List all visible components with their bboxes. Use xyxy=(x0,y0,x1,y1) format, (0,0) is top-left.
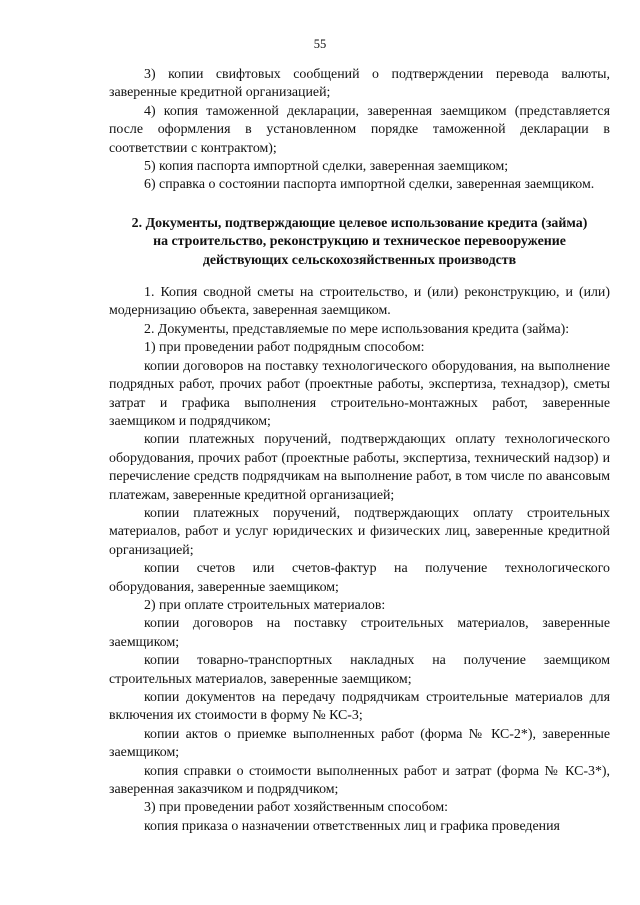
paragraph: копии документов на передачу подрядчикам строительные материалов для включения их стоимости в форму № КС-3; xyxy=(109,690,610,724)
paragraph: копии договоров на поставку технологического оборудования, на выполнение подрядных работ, прочих работ (проектные работы, экспертиза, технадзор), сметы затрат и графика выполнения строительно-монтажных работ, заверенные заемщиком и подрядчиком; xyxy=(109,358,610,429)
paragraph: копии товарно-транспортных накладных на получение заемщиком строительных материалов, заверенные заемщиком; xyxy=(109,653,610,687)
document-body xyxy=(109,66,610,836)
paragraph: 3) копии свифтовых сообщений о подтверждении перевода валюты, заверенные кредитной организацией; xyxy=(109,67,610,101)
paragraph: копии счетов или счетов-фактур на получение технологического оборудования, заверенные заемщиком; xyxy=(109,561,610,595)
paragraph: копии платежных поручений, подтверждающих оплату технологического оборудования, прочих работ (проектные работы, экспертиза, технический надзор) и перечисление средств подрядчикам на выполнение работ, в том числе по авансовым платежам, заверенные кредитной организацией; xyxy=(109,432,610,503)
section-heading-line: на строительство, реконструкцию и техническое перевооружение xyxy=(153,234,566,250)
section-heading xyxy=(109,215,610,270)
paragraph: копии платежных поручений, подтверждающих оплату строительных материалов, работ и услуг юридических и физических лиц, заверенные кредитной организацией; xyxy=(109,505,610,558)
paragraph: 5) копия паспорта импортной сделки, заверенная заемщиком; xyxy=(144,159,509,175)
paragraph: 3) при проведении работ хозяйственным способом: xyxy=(144,800,449,816)
import-documents-list xyxy=(109,66,610,195)
paragraph: 1) при проведении работ подрядным способом: xyxy=(144,340,425,356)
paragraph: копия справки о стоимости выполненных работ и затрат (форма № КС-3*), заверенная заказчиком и подрядчиком; xyxy=(109,763,610,798)
paragraph: 6) справка о состоянии паспорта импортной сделки, заверенная заемщиком. xyxy=(144,177,595,193)
construction-documents-list xyxy=(109,284,610,836)
paragraph: 2. Документы, представляемые по мере использования кредита (займа): xyxy=(144,321,570,337)
section-heading-line: действующих сельскохозяйственных производств xyxy=(202,252,517,268)
paragraph: 4) копия таможенной декларации, заверенная заемщиком (представляется после оформления в установленном порядке таможенной декларации в соответствии с контрактом); xyxy=(109,103,610,156)
paragraph: копии договоров на поставку строительных материалов, заверенные заемщиком; xyxy=(109,616,610,650)
paragraph: копии актов о приемке выполненных работ (форма № КС-2*), заверенные заемщиком; xyxy=(109,726,610,761)
page-number: 55 xyxy=(313,37,327,51)
paragraph: копия приказа о назначении ответственных лиц и графика проведения xyxy=(144,818,560,834)
section-heading-line: 2. Документы, подтверждающие целевое использование кредита (займа) xyxy=(131,215,588,231)
paragraph: 2) при оплате строительных материалов: xyxy=(144,597,386,613)
paragraph: 1. Копия сводной сметы на строительство, и (или) реконструкцию, и (или) модернизацию объекта, заверенная заемщиком. xyxy=(109,285,610,319)
